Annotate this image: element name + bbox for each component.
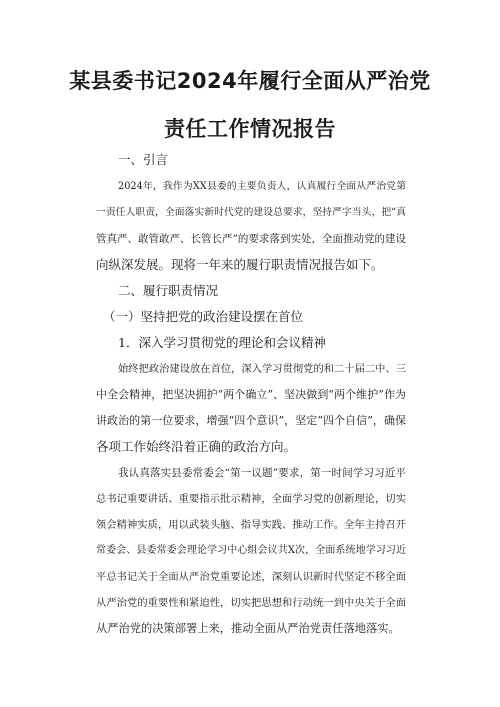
item-heading-1: 1．深入学习贯彻党的理论和会议精神 <box>118 335 326 350</box>
intro-para-line-1: 2024年，我作为XX县委的主要负责人，认真履行全面从严治党第 <box>118 181 406 192</box>
para-1-line-4: 各项工作始终沿着正确的政治方向。 <box>96 439 297 454</box>
sub-heading-1: （一）坚持把党的政治建设摆在首位 <box>103 309 304 324</box>
para-2-line-1: 我认真落实县委常委会“第一议题”要求，第一时间学习习近平 <box>118 467 406 479</box>
para-2-line-6: 从严治党的重要性和紧迫性，切实把思想和行动统一到中央关于全面 <box>96 597 406 609</box>
intro-para-line-4: 向纵深发展。现将一年来的履行职责情况报告如下。 <box>96 257 384 272</box>
para-2-line-2: 总书记重要讲话、重要指示批示精神，全面学习党的创新理论，切实 <box>96 493 406 505</box>
intro-para-line-3: 管真严、敢管敢严、长管长严”的要求落到实处，全面推动党的建设 <box>96 233 406 245</box>
intro-para-line-2: 一责任人职责，全面落实新时代党的建设总要求，坚持严字当头，把“真 <box>96 207 406 218</box>
duty-heading: 二、履行职责情况 <box>118 283 219 298</box>
para-2-line-4: 常委会、县委常委会理论学习中心组会议共X次，全面系统地学习习近 <box>96 545 406 556</box>
para-1-line-3: 讲政治的第一位要求，增强“四个意识”，坚定“四个自信”，确保 <box>96 414 406 427</box>
para-2-line-7: 从严治党的决策部署上来，推动全面从严治党责任落地落实。 <box>96 622 400 635</box>
para-1-line-2: 中全会精神，把坚决拥护“两个确立”、坚决做到“两个维护”作为 <box>96 388 406 401</box>
para-2-line-5: 平总书记关于全面从严治党重要论述，深刻认识新时代坚定不移全面 <box>96 571 406 583</box>
para-2-line-3: 领会精神实质，用以武装头脑、指导实践、推动工作。全年主持召开 <box>96 519 406 531</box>
intro-heading: 一、引言 <box>118 152 169 167</box>
para-1-line-1: 始终把政治建设放在首位，深入学习贯彻党的和二十届二中、三 <box>118 363 406 375</box>
document-title-line-2: 责任工作情况报告 <box>164 117 336 141</box>
document-title-line-1: 某县委书记2024年履行全面从严治党 <box>69 69 431 93</box>
